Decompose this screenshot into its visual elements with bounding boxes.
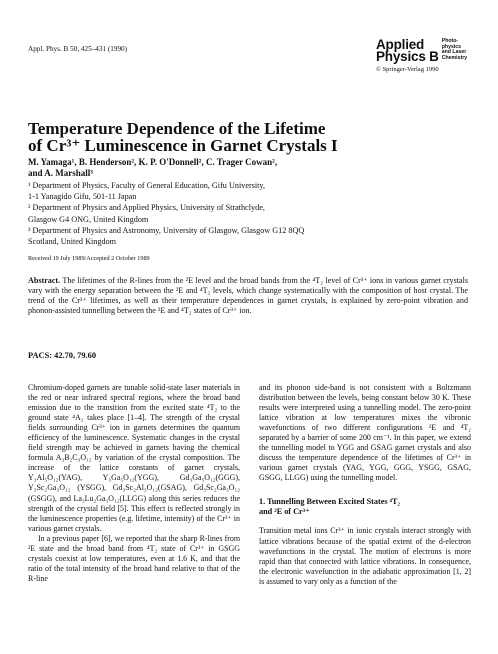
affiliation-line: ² Department of Physics and Applied Physics, University of Strathclyde, bbox=[28, 203, 265, 213]
abstract-text: The lifetimes of the R-lines from the ²E level and the broad bands from the ⁴T₂ level of Cr³⁺ ions in various garnet crystals vary with the energy separation between the ²E and ⁴T₂ levels, which change systematically with the composition of host crystal. The trend of the Cr³⁺ lifetimes, as well as their temperature dependences in garnet crystals, is explained by zero-point vibration and phonon-assisted tunnelling between the ²E and ⁴T₂ states of Cr³⁺ ion. bbox=[28, 276, 468, 316]
affiliation-line: 1-1 Yanagido Gifu, 501-11 Japan bbox=[28, 192, 137, 202]
journal-logo bbox=[376, 39, 476, 73]
abstract-label: Abstract. bbox=[28, 276, 61, 285]
title-line2: of Cr³⁺ Luminescence in Garnet Crystals I bbox=[28, 136, 338, 155]
section-heading-line2: and ²E of Cr³⁺ bbox=[259, 507, 310, 517]
logo-sub1: Photo- bbox=[441, 38, 459, 44]
abstract bbox=[28, 276, 468, 316]
journal-reference: Appl. Phys. B 50, 425–431 (1990) bbox=[28, 45, 128, 53]
intro-paragraph-1: Chromium-doped garnets are tunable solid-state laser materials in the red or near infrared spectral regions, where the broad band emission due to the transition from the excited state ⁴T₂ to the ground state ⁴A₂ takes place [1–4]. The strength of the crystal fields surrounding Cr³⁺ ion in garnets determines the quantum efficiency of the luminescence. Systematic changes in the crystal field strength may be achieved in garnets having the chemical formula A₃B₂C₃O₁₂ by variation of the crystal composition. The increase of the lattice constants of garnet crystals, Y₃Al₅O₁₂(YAG), Y₃Ga₅O₁₂(YGG), Gd₃Ga₅O₁₂(GGG), Y₃Sc₂Ga₃O₁₂ (YSGG), Gd₃Sc₂Al₃O₁₂(GSAG), Gd₃Sc₂Ga₃O₁₂ (GSGG), and La₃Lu₂Ga₃O₁₂(LLGG) along this series reduces the strength of the crystal field [5]. This effect is reflected strongly in the luminescence properties (e.g. lifetime, intensity) of the Cr³⁺ in various garnet crystals. bbox=[28, 383, 240, 533]
authors-line2: and A. Marshall³ bbox=[28, 168, 93, 178]
section1-paragraph: Transition metal ions Cr³⁺ in ionic crystals interact strongly with lattice vibrations because of the spatial extent of the d-electron wavefunctions in the crystal. The motion of electrons is more rapid than that connected with lattice vibrations. In consequence, the electronic wavefunction in the adiabatic approximation [1, 2] is assumed to vary only as a function of the bbox=[259, 526, 471, 586]
left-column bbox=[28, 383, 240, 584]
affiliation-line: Scotland, United Kingdom bbox=[28, 237, 117, 247]
logo-sub4: Chemistry bbox=[441, 54, 468, 61]
logo-line2: Physics B bbox=[376, 49, 439, 64]
intro-paragraph-3: and its phonon side-band is not consistent with a Boltzmann distribution between the levels, being constant below 30 K. These results were interpreted using a tunnelling model. The zero-point lattice vibration at low temperatures mixes the vibronic wavefunctions of two different configurations ²E and ⁴T₂ separated by a barrier of some 200 cm⁻¹. In this paper, we extend the tunnelling model to YGG and GSAG garnet crystals and also discuss the temperature dependence of the lifetimes of Cr³⁺ in various garnet crystals (YAG, YGG, GGG, YSGG, GSAG, GSGG, LLGG) using the tunnelling model. bbox=[259, 383, 471, 483]
copyright: © Springer-Verlag 1990 bbox=[376, 66, 439, 73]
logo-subtitle bbox=[442, 39, 467, 61]
title-line1: Temperature Dependence of the Lifetime bbox=[28, 119, 326, 138]
authors-line1: M. Yamaga¹, B. Henderson², K. P. O'Donnell², C. Trager Cowan², bbox=[28, 157, 278, 167]
authors bbox=[28, 157, 448, 179]
section-heading bbox=[259, 497, 471, 517]
affiliation-line: Glasgow G4 ONG, United Kingdom bbox=[28, 214, 149, 224]
paper-title bbox=[28, 120, 358, 154]
pacs-codes: PACS: 42.70, 79.60 bbox=[28, 351, 97, 360]
affiliation-line: ³ Department of Physics and Astronomy, University of Glasgow, Glasgow G12 8QQ bbox=[28, 225, 305, 235]
logo-sub2: physics bbox=[441, 43, 462, 50]
received-date: Received 19 July 1989/Accepted 2 October 1989 bbox=[28, 255, 150, 262]
affiliations bbox=[28, 181, 448, 248]
section-heading-line1: 1. Tunnelling Between Excited States ⁴T₂ bbox=[259, 497, 400, 507]
intro-paragraph-2: In a previous paper [6], we reported that the sharp R-lines from ²E state and the broad band from ⁴T₂ state of Cr³⁺ in GSGG crystals coexist at low temperatures, even at 1.6 K, and that the ratio of the total intensity of the broad band relative to that of the R-line bbox=[28, 533, 240, 583]
logo-sub3: and Laser bbox=[441, 49, 467, 56]
logo-line1: Applied bbox=[376, 37, 425, 52]
right-column bbox=[259, 383, 471, 587]
affiliation-line: ¹ Department of Physics, Faculty of General Education, Gifu University, bbox=[28, 181, 266, 190]
